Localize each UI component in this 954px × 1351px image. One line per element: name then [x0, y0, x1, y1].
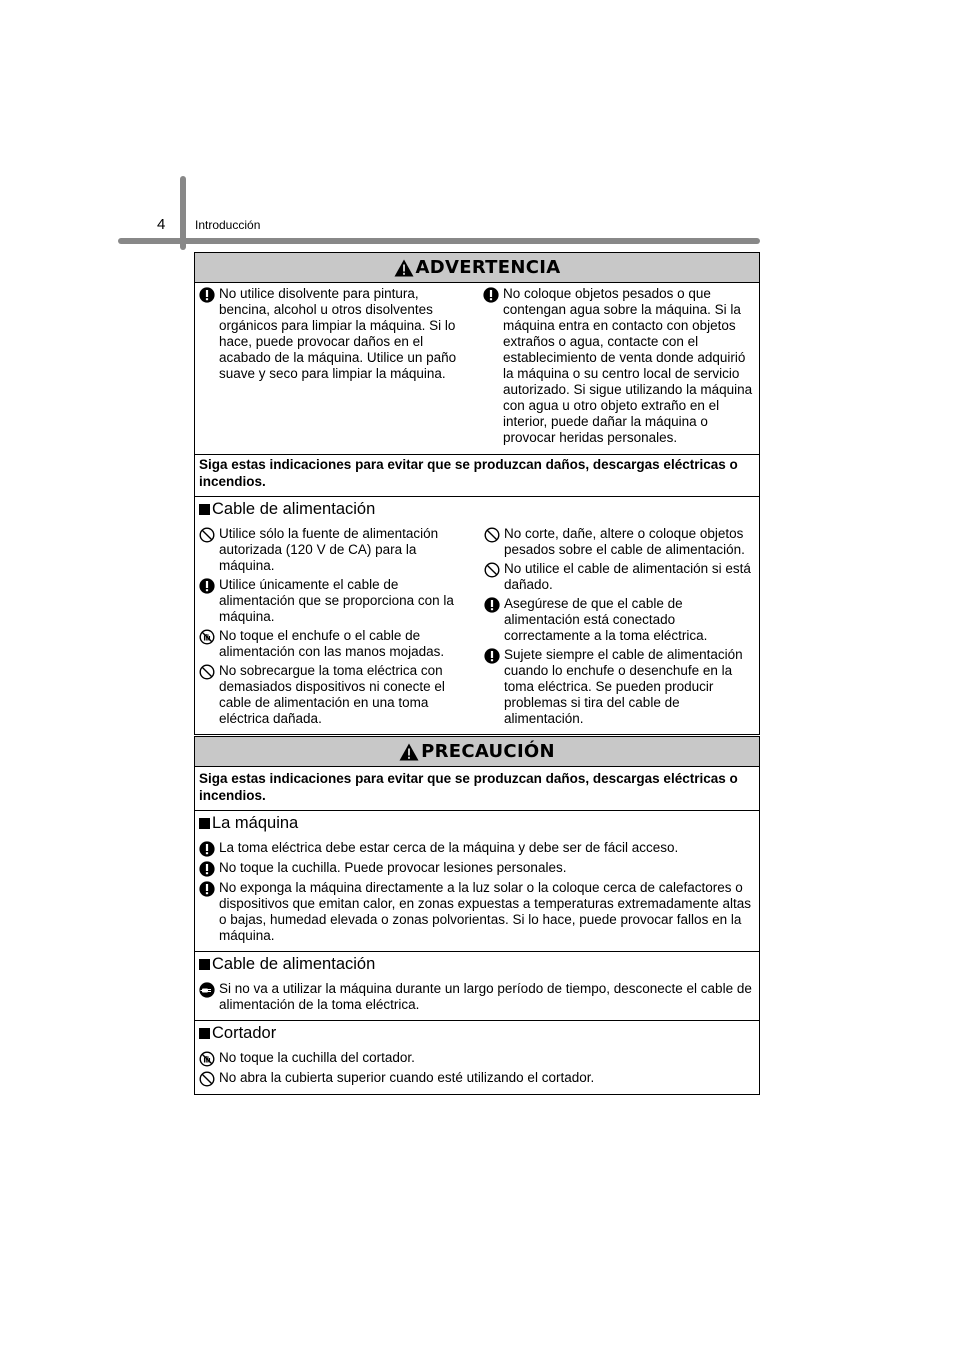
subsection-title: Cortador — [199, 1023, 755, 1043]
list-item — [199, 577, 470, 625]
warning-note: Siga estas indicaciones para evitar que se produzcan daños, descargas eléctricas o incendios. — [195, 454, 759, 496]
mandatory-icon — [484, 597, 500, 613]
item-text: Asegúrese de que el cable de alimentación está conectado correctamente a la toma eléctrica. — [504, 596, 708, 643]
mandatory-icon — [484, 648, 500, 664]
item-text: No coloque objetos pesados o que contengan agua sobre la máquina. Si la máquina entra en contacto con objetos extraños o agua, contacte con el establecimiento de venta donde adquirió la máquina o su centro local de servicio autorizado. Si sigue utilizando la máquina con agua u otro objeto extraño en el interior, puede dañar la máquina o provocar heridas personales. — [503, 286, 753, 445]
subsection-title: Cable de alimentación — [199, 954, 755, 974]
item-text: No exponga la máquina directamente a la luz solar o la coloque cerca de calefactores o dispositivos que emitan calor, en zonas expuestas a temperaturas extremadamente altas o bajas, humedad elevada o zonas polvorientas. Si lo hace, puede provocar fallos en la máquina. — [219, 880, 752, 943]
list-item — [199, 663, 470, 727]
square-bullet-icon — [199, 959, 210, 970]
item-text: La toma eléctrica debe estar cerca de la máquina y debe ser de fácil acceso. — [219, 840, 679, 855]
caution-cutter-section — [195, 1020, 759, 1094]
item-text: No toque el enchufe o el cable de alimentación con las manos mojadas. — [219, 628, 445, 659]
list-item — [484, 561, 755, 593]
prohibited-icon — [199, 527, 215, 543]
do-not-touch-icon — [199, 1051, 215, 1067]
item-text: No utilice disolvente para pintura, bencina, alcohol u otros disolventes orgánicos para limpiar la máquina. Si lo hace, puede provocar daños en el acabado de la máquina. Utilice un paño suave y seco para limpiar la máquina. — [219, 286, 457, 381]
warning-triangle-icon — [394, 259, 414, 277]
warning-power-cord-section — [195, 496, 759, 734]
prohibited-icon — [199, 664, 215, 680]
list-item — [199, 628, 470, 660]
mandatory-icon — [199, 841, 215, 857]
prohibited-icon — [484, 562, 500, 578]
warning-title: ADVERTENCIA — [415, 257, 561, 278]
item-text: No toque la cuchilla del cortador. — [219, 1050, 415, 1065]
prohibited-icon — [484, 527, 500, 543]
list-item — [484, 596, 755, 644]
list-item — [199, 286, 473, 382]
caution-title: PRECAUCIÓN — [421, 741, 555, 762]
caution-machine-section — [195, 810, 759, 951]
list-item — [199, 1070, 753, 1087]
item-text: No abra la cubierta superior cuando esté utilizando el cortador. — [219, 1070, 595, 1085]
warning-box — [194, 252, 760, 735]
list-item — [199, 1050, 753, 1067]
list-item — [484, 526, 755, 558]
unplug-icon — [199, 982, 215, 998]
mandatory-icon — [199, 287, 215, 303]
caution-box — [194, 736, 760, 1095]
warning-general-items — [195, 283, 759, 454]
item-text: No sobrecargue la toma eléctrica con demasiados dispositivos ni conecte el cable de alimentación en una toma eléctrica dañada. — [219, 663, 445, 726]
mandatory-icon — [483, 287, 499, 303]
subsection-title: Cable de alimentación — [199, 499, 755, 519]
square-bullet-icon — [199, 504, 210, 515]
item-text: No utilice el cable de alimentación si está dañado. — [504, 561, 751, 592]
item-text: Sujete siempre el cable de alimentación cuando lo enchufe o desenchufe en la toma eléctrica. Se pueden producir problemas si tira del cable de alimentación. — [504, 647, 743, 726]
mandatory-icon — [199, 881, 215, 897]
item-text: Utilice únicamente el cable de alimentación que se proporciona con la máquina. — [219, 577, 454, 624]
list-item — [483, 286, 757, 446]
prohibited-icon — [199, 1071, 215, 1087]
header-rule — [118, 238, 760, 244]
caution-banner — [195, 737, 759, 767]
caution-power-cord-section — [195, 951, 759, 1020]
list-item — [199, 526, 470, 574]
item-text: Si no va a utilizar la máquina durante un largo período de tiempo, desconecte el cable de alimentación de la toma eléctrica. — [219, 981, 752, 1012]
section-title: Introducción — [195, 218, 261, 232]
subsection-title: La máquina — [199, 813, 755, 833]
item-text: No corte, dañe, altere o coloque objetos pesados sobre el cable de alimentación. — [504, 526, 745, 557]
list-item — [199, 981, 753, 1013]
item-text: No toque la cuchilla. Puede provocar lesiones personales. — [219, 860, 567, 875]
square-bullet-icon — [199, 818, 210, 829]
list-item — [199, 860, 753, 877]
list-item — [484, 647, 755, 727]
warning-banner — [195, 253, 759, 283]
list-item — [199, 840, 753, 857]
square-bullet-icon — [199, 1028, 210, 1039]
do-not-touch-icon — [199, 629, 215, 645]
item-text: Utilice sólo la fuente de alimentación autorizada (120 V de CA) para la máquina. — [219, 526, 439, 573]
mandatory-icon — [199, 578, 215, 594]
warning-triangle-icon — [399, 743, 419, 761]
list-item — [199, 880, 753, 944]
page-number: 4 — [157, 216, 166, 233]
caution-note: Siga estas indicaciones para evitar que se produzcan daños, descargas eléctricas o incendios. — [199, 771, 738, 803]
mandatory-icon — [199, 861, 215, 877]
